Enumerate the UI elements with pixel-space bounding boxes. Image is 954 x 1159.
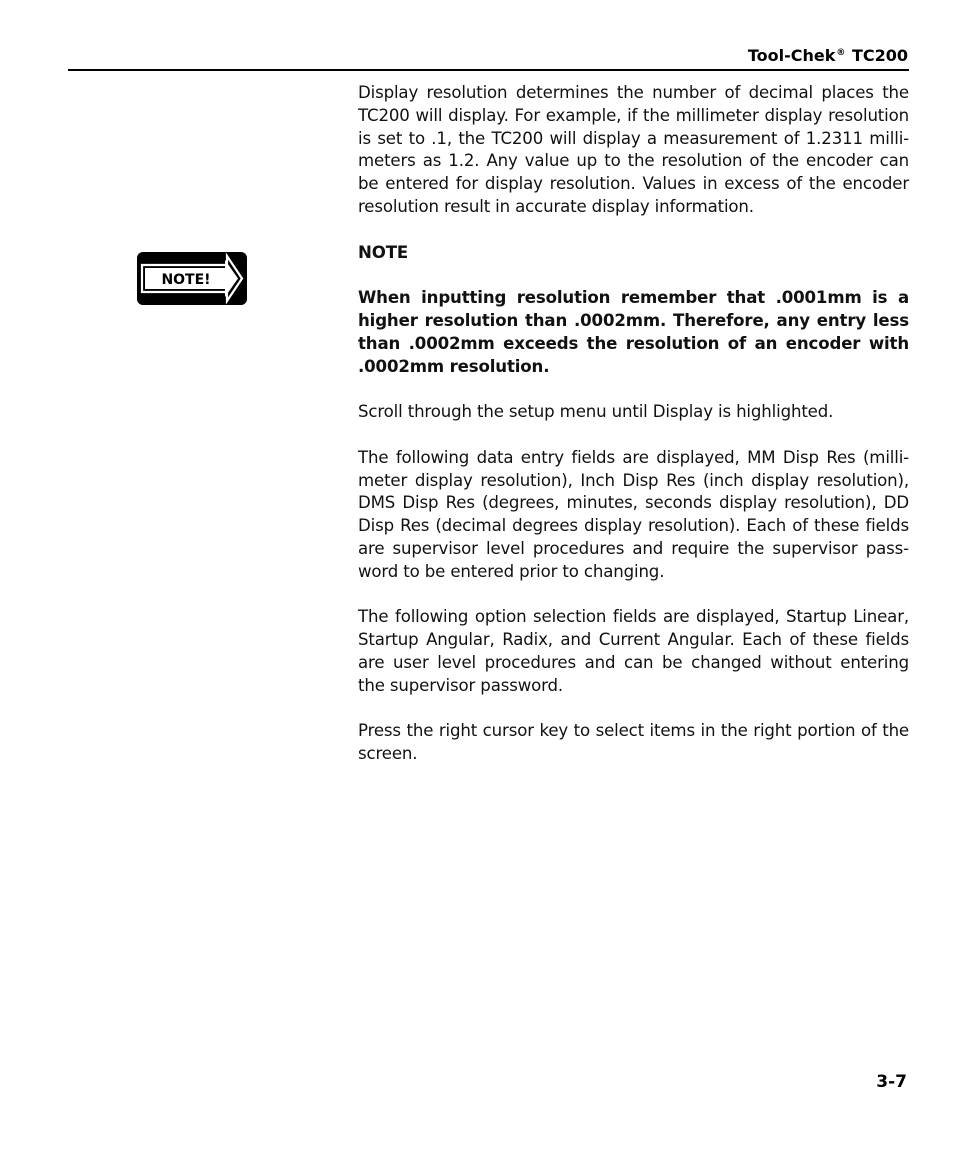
note-arrow-icon [137,252,247,305]
paragraph-display-resolution: Display resolution determines the number of decimal places the TC200 will display. For example, if the millimeter display resolution is set to .1, the TC200 will display a measurement of 1.2311 milli-meters as 1.2. Any value up to the resolution of the encoder can be entered for display resolution. Values in excess of the encoder resolution result in accurate display information. [358,83,909,216]
header-rule [68,69,909,71]
note-icon-label: NOTE! [161,272,211,288]
product-name: Tool-Chek [747,46,836,65]
registered-mark: ® [836,48,846,58]
running-header [748,46,908,65]
model-name: TC200 [851,46,908,65]
paragraph-data-entry: The following data entry fields are displayed, MM Disp Res (milli-meter display resolution), Inch Disp Res (inch display resolution), DMS Disp Res (degrees, minutes, seconds display resolution), DD Disp Res (decimal degrees display resolution). Each of these fields are supervisor level procedures and require the supervisor pass-word to be entered prior to changing. [358,447,909,581]
main-content [358,82,909,789]
paragraph-scroll: Scroll through the setup menu until Display is highlighted. [358,402,834,422]
note-heading: NOTE [358,242,409,262]
paragraph-option-selection: The following option selection fields are displayed, Startup Linear, Startup Angular, Radix, and Current Angular. Each of these fields are user level procedures and can be changed without entering the supervisor password. [358,607,909,695]
paragraph-right-cursor: Press the right cursor key to select items in the right portion of the screen. [358,721,909,764]
page-number: 3-7 [876,1072,907,1092]
note-body: When inputting resolution remember that .0001mm is a higher resolution than .0002mm. Therefore, any entry less than .0002mm exceeds the resolution of an encoder with .0002mm resolution. [358,288,909,376]
